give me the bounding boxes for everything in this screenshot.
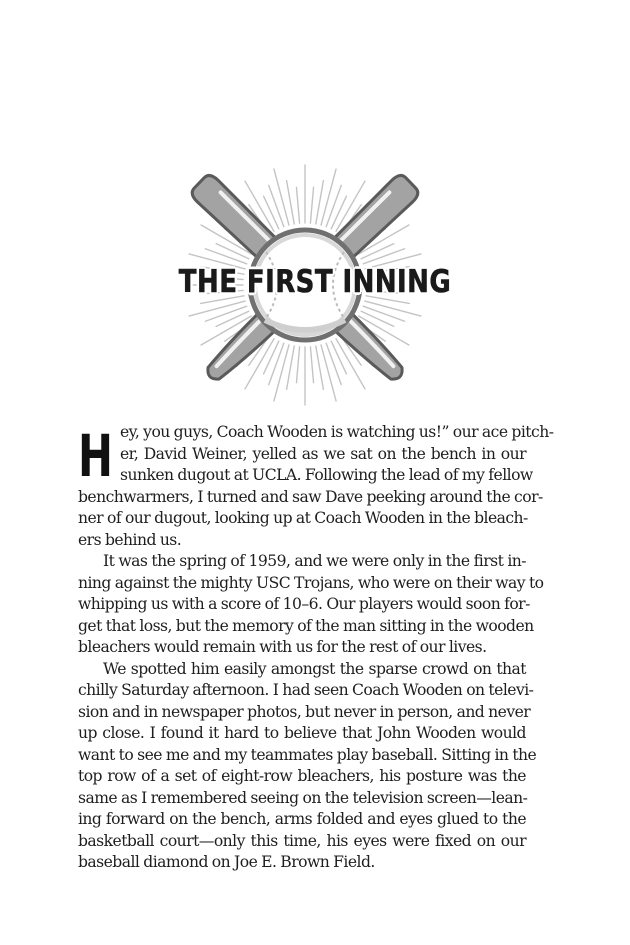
sunburst-ray [274,169,289,225]
text-line: basketball court—only this time, his eyes were fixed on our [78,831,526,850]
text-line: We spotted him easily amongst the sparse crowd on that [103,659,526,678]
text-line: benchwarmers, I turned and saw Dave peeking around the cor- [78,487,543,506]
sunburst-ray [363,249,404,264]
sunburst-ray [216,311,249,326]
text-line: sunken dugout at UCLA. Following the lead of my fellow [120,466,533,484]
sunburst-ray [363,306,404,321]
sunburst-ray [310,187,313,223]
sunburst-ray [331,341,346,374]
sunburst-ray [326,185,341,226]
text-line: baseball diamond on Joe E. Brown Field. [78,853,375,871]
sunburst-ray [326,343,341,384]
text-line: up close. I found it hard to believe that John Wooden would [78,724,526,742]
text-line: ing forward on the bench, arms folded and eyes glued to the [78,810,526,828]
paragraph-1 [78,422,554,551]
sunburst-ray [269,343,284,384]
text-line: want to see me and my teammates play baseball. Sitting in the [78,745,537,764]
text-line: bleachers would remain with us for the rest of our lives. [78,638,487,656]
sunburst-ray [189,301,245,316]
text-line: ning against the mighty USC Trojans, who were on their way to [78,573,544,592]
text-line: chilly Saturday afternoon. I had seen Coach Wooden on televi- [78,681,534,699]
text-line: whipping us with a score of 10–6. Our players would soon for- [78,595,530,613]
sunburst-ray [264,196,279,229]
sunburst-ray [287,181,295,224]
text-line: It was the spring of 1959, and we were only in the first in- [103,552,526,570]
sunburst-ray [331,196,346,229]
chapter-body [78,422,554,874]
text-line: ey, you guys, Coach Wooden is watching us!” our ace pitch- [120,423,554,441]
sunburst-ray [274,345,289,401]
sunburst-ray [296,187,299,223]
sunburst-ray [365,301,421,316]
chapter-title: THE FIRST INNING [178,264,452,300]
text-line: top row of a set of eight-row bleachers, his posture was the [78,767,526,785]
text-line: sion and in newspaper photos, but never in person, and never [78,702,531,721]
sunburst-ray [296,347,299,383]
sunburst-ray [321,345,336,401]
paragraph-2 [78,551,544,659]
sunburst-ray [316,181,324,224]
text-line: er, David Weiner, yelled as we sat on the bench in our [120,444,526,463]
sunburst-ray [205,306,246,321]
sunburst-ray [321,169,336,225]
drop-cap: H [78,422,113,490]
text-line: get that loss, but the memory of the man sitting in the wooden [78,616,534,635]
paragraph-3 [78,659,537,874]
sunburst-ray [264,341,279,374]
sunburst-ray [310,347,313,383]
sunburst-ray [361,311,394,326]
text-line: ner of our dugout, looking up at Coach Wooden in the bleach- [78,509,528,527]
text-line: ers behind us. [78,530,182,549]
sunburst-ray [269,185,284,226]
sunburst-ray [287,346,295,389]
text-line: same as I remembered seeing on the television screen—lean- [78,788,528,807]
sunburst-ray [205,249,246,264]
sunburst-ray [316,346,324,389]
